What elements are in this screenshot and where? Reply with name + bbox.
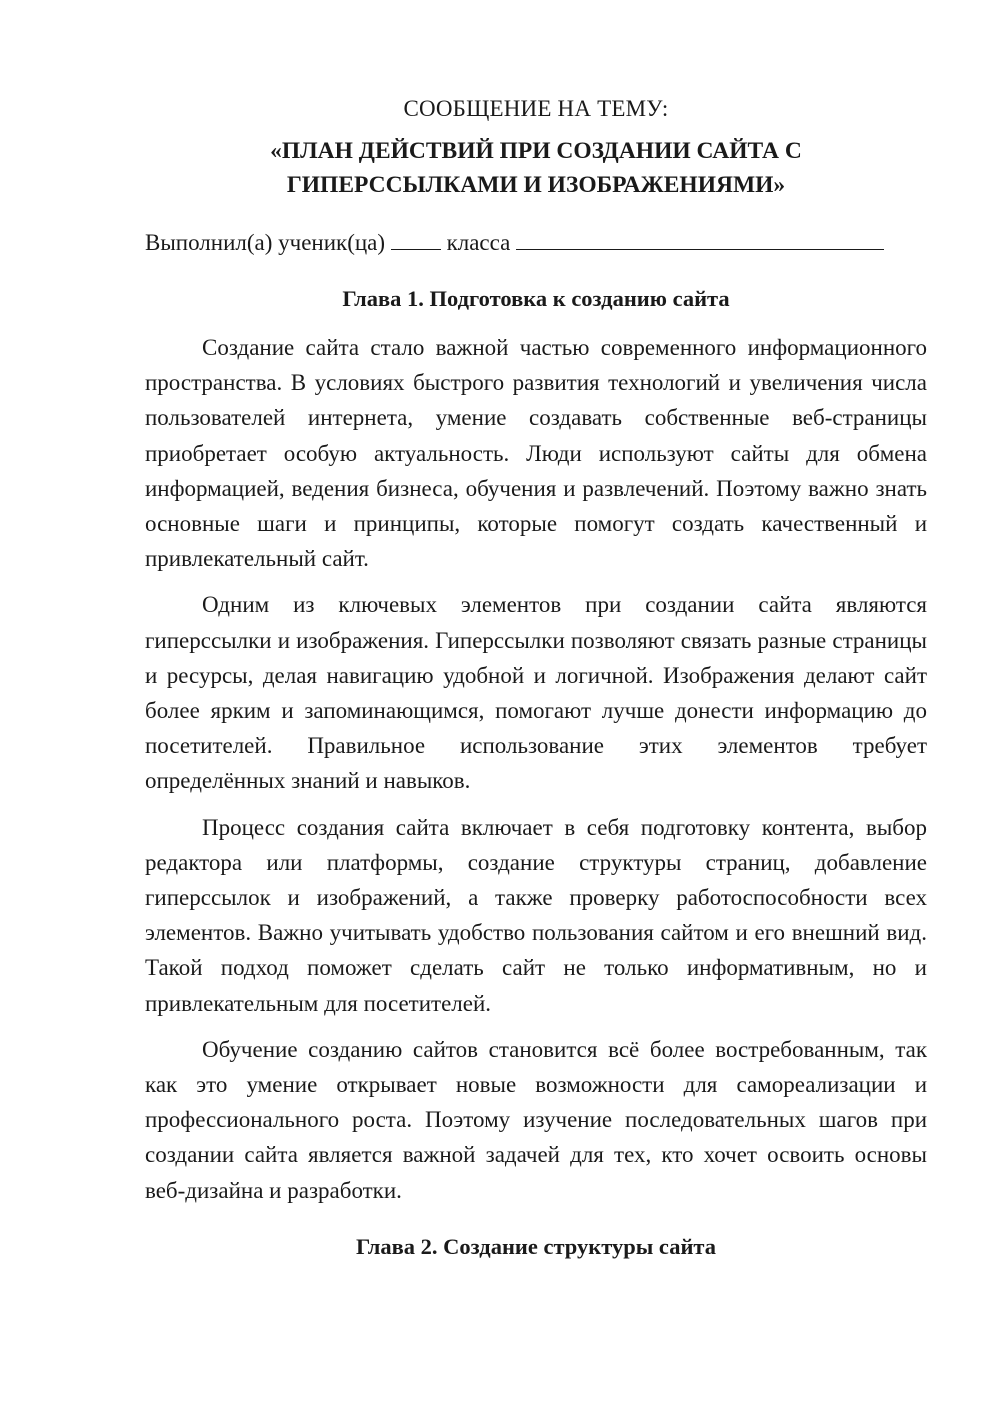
author-class-word: класса	[446, 230, 511, 255]
author-line	[145, 226, 927, 260]
chapter-2-heading: Глава 2. Создание структуры сайта	[356, 1233, 716, 1259]
student-name-blank[interactable]	[516, 227, 884, 250]
document-label: СООБЩЕНИЕ НА ТЕМУ:	[403, 96, 669, 121]
chapter-1-paragraph-4: Обучение созданию сайтов становится всё более востребованным, так как это умение открывает новые возможности для самореализации и профессионального роста. Поэтому изучение последовательных шагов при создании сайта является важной задачей для тех, кто хочет освоить основы веб-дизайна и разработки.	[145, 1036, 927, 1203]
chapter-1-paragraph-3: Процесс создания сайта включает в себя подготовку контента, выбор редактора или платформы, создание структуры страниц, добавление гиперссылок и изображений, а также проверку работоспособности всех элементов. Важно учитывать удобство пользования сайтом и его внешний вид. Такой подход поможет сделать сайт не только информативным, но и привлекательным для посетителей.	[145, 814, 927, 1016]
author-prefix: Выполнил(а) ученик(ца)	[145, 230, 386, 255]
document-title-line-1: «ПЛАН ДЕЙСТВИЙ ПРИ СОЗДАНИИ САЙТА С	[270, 138, 802, 164]
chapter-1-heading: Глава 1. Подготовка к созданию сайта	[342, 286, 730, 311]
document-title-line-2: ГИПЕРССЫЛКАМИ И ИЗОБРАЖЕНИЯМИ»	[286, 172, 786, 198]
class-number-blank[interactable]	[391, 227, 441, 250]
chapter-1-paragraph-2: Одним из ключевых элементов при создании сайта являются гиперссылки и изображения. Гиперссылки позволяют связать разные страницы и ресурсы, делая навигацию удобной и логичной. Изображения делают сайт более ярким и запоминающимся, помогают лучше донести информацию до посетителей. Правильное использование этих элементов требует определённых знаний и навыков.	[145, 592, 927, 794]
document-title	[145, 134, 927, 202]
document-page	[145, 92, 927, 1278]
chapter-1-paragraph-1: Создание сайта стало важной частью современного информационного пространства. В условиях быстрого развития технологий и увеличения числа пользователей интернета, умение создавать собственные веб-страницы приобретает особую актуальность. Люди используют сайты для обмена информацией, ведения бизнеса, обучения и развлечений. Поэтому важно знать основные шаги и принципы, которые помогут создать качественный и привлекательный сайт.	[145, 335, 927, 572]
